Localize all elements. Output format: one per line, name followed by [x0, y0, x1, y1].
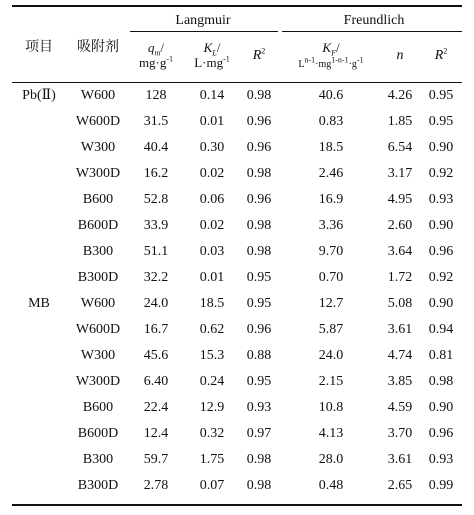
kf-sup-c: -1 — [356, 55, 364, 65]
cell-r2-langmuir: 0.88 — [246, 348, 272, 363]
cell-kl: 1.75 — [199, 452, 225, 467]
cell-qm: 128 — [145, 88, 167, 103]
cell-kf: 4.13 — [318, 426, 344, 441]
cell-kf: 10.8 — [318, 400, 344, 415]
table-top-rule — [12, 5, 462, 7]
cell-qm: 16.7 — [143, 322, 169, 337]
kf-subscript: F — [331, 48, 336, 58]
cell-project: Pb(Ⅱ) — [22, 88, 56, 103]
kf-unit-a: L — [298, 59, 305, 70]
cell-r2-freundlich: 0.95 — [428, 114, 454, 129]
cell-qm: 6.40 — [143, 374, 169, 389]
cell-kf: 18.5 — [318, 140, 344, 155]
cell-adsorbent: W600D — [75, 322, 121, 337]
header-adsorbent: 吸附剂 — [77, 40, 119, 55]
cell-kf: 0.48 — [318, 478, 344, 493]
cell-n: 2.60 — [387, 218, 413, 233]
cell-qm: 32.2 — [143, 270, 169, 285]
group-header-langmuir: Langmuir — [175, 13, 231, 28]
cell-kl: 0.01 — [199, 114, 225, 129]
cell-r2-freundlich: 0.98 — [428, 374, 454, 389]
cell-adsorbent: B600D — [77, 426, 119, 441]
cell-kl: 18.5 — [199, 296, 225, 311]
cell-adsorbent: W600 — [80, 88, 116, 103]
cell-r2-langmuir: 0.93 — [246, 400, 272, 415]
cell-kf: 0.83 — [318, 114, 344, 129]
cell-r2-langmuir: 0.98 — [246, 478, 272, 493]
cell-r2-langmuir: 0.98 — [246, 218, 272, 233]
cell-kl: 0.02 — [199, 218, 225, 233]
kf-sup-b: 1-n-1 — [331, 55, 349, 65]
cell-adsorbent: B300 — [82, 452, 114, 467]
cell-kf: 0.70 — [318, 270, 344, 285]
cell-r2-langmuir: 0.98 — [246, 88, 272, 103]
cell-n: 1.72 — [387, 270, 413, 285]
cell-r2-freundlich: 0.81 — [428, 348, 454, 363]
kl-unit: L·mg — [194, 55, 224, 70]
cell-n: 6.54 — [387, 140, 413, 155]
header-qm — [130, 40, 182, 70]
cell-adsorbent: B300D — [77, 478, 119, 493]
cell-kf: 2.15 — [318, 374, 344, 389]
cell-n: 4.74 — [387, 348, 413, 363]
cell-n: 4.95 — [387, 192, 413, 207]
header-project: 项目 — [25, 40, 53, 55]
cell-n: 4.59 — [387, 400, 413, 415]
cell-kl: 0.02 — [199, 166, 225, 181]
kf-slash: / — [335, 40, 340, 55]
cell-kl: 0.32 — [199, 426, 225, 441]
cell-n: 4.26 — [387, 88, 413, 103]
cell-kf: 28.0 — [318, 452, 344, 467]
header-n: n — [396, 48, 404, 63]
langmuir-underline — [130, 31, 278, 32]
cell-adsorbent: W300D — [75, 374, 121, 389]
kf-symbol: K — [322, 40, 332, 55]
cell-qm: 59.7 — [143, 452, 169, 467]
group-header-freundlich: Freundlich — [343, 13, 405, 28]
cell-r2-freundlich: 0.94 — [428, 322, 454, 337]
cell-qm: 33.9 — [143, 218, 169, 233]
cell-adsorbent: W300 — [80, 140, 116, 155]
cell-n: 3.85 — [387, 374, 413, 389]
kl-unit-sup: -1 — [223, 54, 230, 64]
cell-kl: 0.06 — [199, 192, 225, 207]
cell-n: 1.85 — [387, 114, 413, 129]
cell-r2-freundlich: 0.90 — [428, 140, 454, 155]
kf-unit-b: ·mg — [315, 59, 332, 70]
cell-r2-langmuir: 0.96 — [246, 192, 272, 207]
cell-qm: 22.4 — [143, 400, 169, 415]
cell-qm: 31.5 — [143, 114, 169, 129]
cell-n: 5.08 — [387, 296, 413, 311]
cell-adsorbent: B600D — [77, 218, 119, 233]
cell-kl: 0.24 — [199, 374, 225, 389]
cell-adsorbent: W600D — [75, 114, 121, 129]
cell-kl: 0.03 — [199, 244, 225, 259]
cell-r2-langmuir: 0.96 — [246, 140, 272, 155]
cell-qm: 51.1 — [143, 244, 169, 259]
cell-n: 3.61 — [387, 452, 413, 467]
cell-kf: 40.6 — [318, 88, 344, 103]
cell-qm: 12.4 — [143, 426, 169, 441]
cell-r2-langmuir: 0.95 — [246, 374, 272, 389]
cell-r2-freundlich: 0.99 — [428, 478, 454, 493]
cell-kf: 2.46 — [318, 166, 344, 181]
r2l-symbol: R — [252, 48, 262, 63]
cell-r2-freundlich: 0.90 — [428, 218, 454, 233]
kl-slash: / — [216, 40, 221, 55]
cell-qm: 2.78 — [143, 478, 169, 493]
cell-adsorbent: B600 — [82, 400, 114, 415]
cell-n: 3.64 — [387, 244, 413, 259]
cell-r2-freundlich: 0.90 — [428, 296, 454, 311]
qm-unit: mg·g — [138, 55, 167, 70]
r2f-sup: 2 — [443, 46, 448, 56]
cell-r2-langmuir: 0.96 — [246, 114, 272, 129]
cell-kf: 3.36 — [318, 218, 344, 233]
cell-adsorbent: W300 — [80, 348, 116, 363]
cell-kl: 0.30 — [199, 140, 225, 155]
qm-slash: / — [160, 40, 164, 55]
cell-r2-langmuir: 0.96 — [246, 322, 272, 337]
cell-adsorbent: B600 — [82, 192, 114, 207]
cell-r2-langmuir: 0.98 — [246, 166, 272, 181]
cell-kf: 24.0 — [318, 348, 344, 363]
cell-kf: 5.87 — [318, 322, 344, 337]
cell-adsorbent: W600 — [80, 296, 116, 311]
cell-kl: 0.01 — [199, 270, 225, 285]
cell-r2-freundlich: 0.95 — [428, 88, 454, 103]
cell-kl: 0.62 — [199, 322, 225, 337]
cell-qm: 24.0 — [143, 296, 169, 311]
cell-r2-langmuir: 0.98 — [246, 452, 272, 467]
cell-r2-freundlich: 0.93 — [428, 192, 454, 207]
cell-adsorbent: W300D — [75, 166, 121, 181]
freundlich-underline — [282, 31, 462, 32]
header-kl — [184, 40, 240, 70]
qm-subscript: m — [154, 48, 161, 58]
cell-r2-langmuir: 0.95 — [246, 270, 272, 285]
cell-qm: 40.4 — [143, 140, 169, 155]
qm-unit-sup: -1 — [166, 54, 174, 64]
cell-adsorbent: B300D — [77, 270, 119, 285]
header-r2-langmuir — [244, 48, 274, 64]
kf-unit-c: ·g — [348, 59, 357, 70]
cell-kf: 12.7 — [318, 296, 344, 311]
header-rule — [12, 82, 462, 83]
cell-r2-freundlich: 0.90 — [428, 400, 454, 415]
cell-r2-freundlich: 0.92 — [428, 166, 454, 181]
header-r2-freundlich — [424, 48, 458, 64]
cell-n: 2.65 — [387, 478, 413, 493]
cell-r2-freundlich: 0.96 — [428, 426, 454, 441]
kl-subscript: L — [212, 48, 217, 58]
cell-kl: 0.14 — [199, 88, 225, 103]
cell-r2-langmuir: 0.97 — [246, 426, 272, 441]
cell-qm: 52.8 — [143, 192, 169, 207]
r2f-symbol: R — [434, 48, 444, 63]
cell-kl: 12.9 — [199, 400, 225, 415]
cell-kl: 15.3 — [199, 348, 225, 363]
cell-n: 3.61 — [387, 322, 413, 337]
cell-r2-freundlich: 0.96 — [428, 244, 454, 259]
kf-sup-a: n-1 — [304, 55, 316, 65]
qm-symbol: q — [148, 40, 155, 55]
cell-adsorbent: B300 — [82, 244, 114, 259]
cell-kf: 16.9 — [318, 192, 344, 207]
cell-r2-freundlich: 0.93 — [428, 452, 454, 467]
table-bottom-rule — [12, 504, 462, 506]
cell-r2-langmuir: 0.98 — [246, 244, 272, 259]
cell-r2-freundlich: 0.92 — [428, 270, 454, 285]
r2l-sup: 2 — [261, 46, 266, 56]
cell-n: 3.17 — [387, 166, 413, 181]
cell-qm: 16.2 — [143, 166, 169, 181]
cell-kf: 9.70 — [318, 244, 344, 259]
cell-kl: 0.07 — [199, 478, 225, 493]
cell-r2-langmuir: 0.95 — [246, 296, 272, 311]
cell-qm: 45.6 — [143, 348, 169, 363]
cell-n: 3.70 — [387, 426, 413, 441]
cell-project: MB — [28, 296, 50, 311]
kl-symbol: K — [203, 40, 213, 55]
header-kf — [282, 40, 380, 72]
